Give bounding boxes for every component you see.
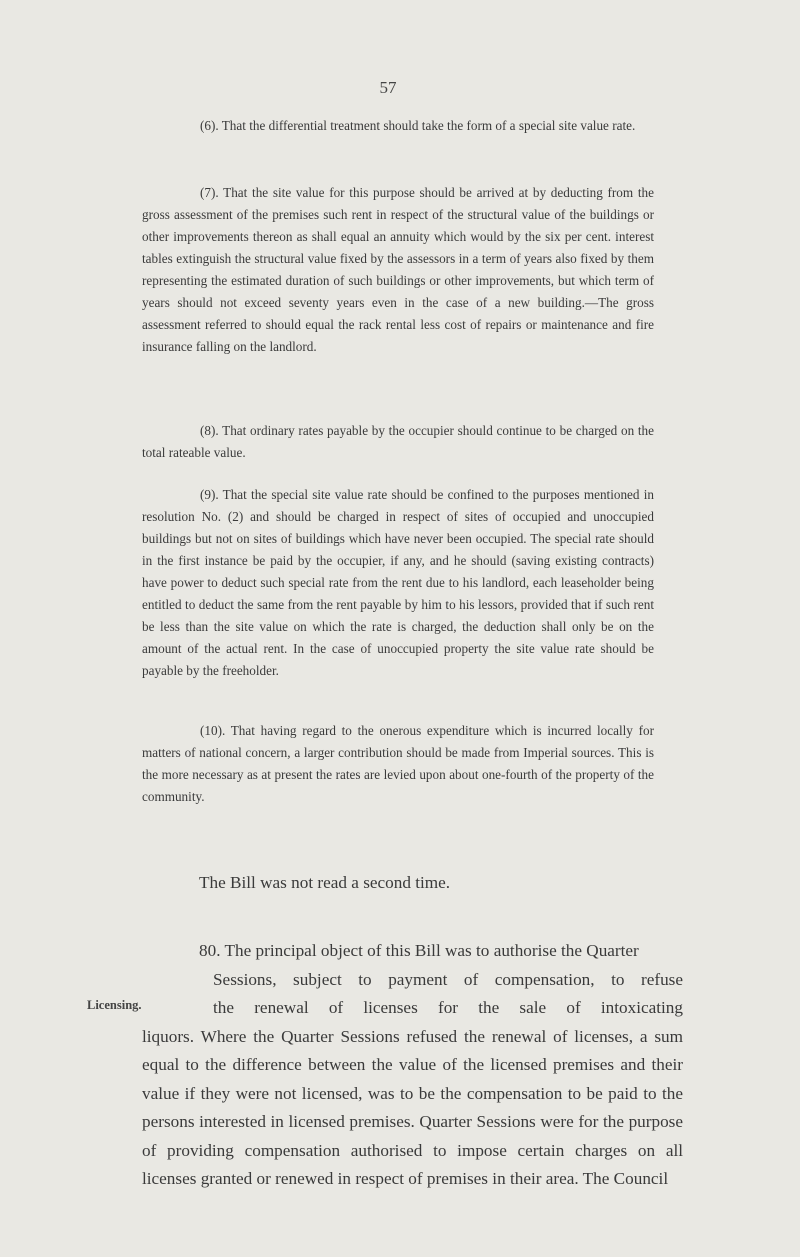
paragraph-80-body: liquors. Where the Quarter Sessions refused the renewal of licenses, a sum equal to the difference between the value of the licensed premises and their value if they were not licensed, was to be the compensation to be paid to the persons interested in licensed premises. Quarter Sessions were for the purpose of providing compensation authorised to impose certain charges on all licenses granted or renewed in respect of premises in their area. The Council	[142, 1026, 683, 1188]
resolution-7: (7). That the site value for this purpose should be arrived at by deducting from the gross assessment of the premises such rent in respect of the structural value of the buildings or other improvements thereon as shall equal an annuity which would by the six per cent. interest tables extinguish the structural value fixed by the assessors in a term of years also fixed by them representing the estimated duration of such buildings or other improvements, but which term of years should not exceed seventy years even in the case of a new building.—The gross assessment referred to should equal the rack rental less cost of repairs or maintenance and fire insurance falling on the landlord.	[142, 185, 654, 354]
page-number: 57	[379, 78, 397, 97]
resolution-6: (6). That the differential treatment should take the form of a special site value rate.	[200, 118, 636, 133]
paragraph-80-line-3: the renewal of licenses for the sale of intoxicating	[213, 998, 683, 1017]
paragraph-number: 80.	[199, 941, 221, 960]
resolution-8: (8). That ordinary rates payable by the occupier should continue to be charged on the total rateable value.	[142, 423, 654, 460]
paragraph-80-text-1: The principal object of this Bill was to authorise the Quarter	[224, 941, 639, 960]
bill-status: The Bill was not read a second time.	[199, 873, 451, 892]
paragraph-80-line-2: Sessions, subject to payment of compensation, to refuse	[213, 969, 683, 989]
paragraph-80-line-1	[142, 937, 683, 966]
margin-note-licensing: Licensing.	[87, 998, 142, 1012]
resolution-9: (9). That the special site value rate should be confined to the purposes mentioned in resolution No. (2) and should be charged in respect of sites of occupied and unoccupied buildings but not on sites of buildings which have never been occupied. The special rate should in the first instance be paid by the occupier, if any, and he should (saving existing contracts) have power to deduct such special rate from the rent due to his landlord, each leaseholder being entitled to deduct the same from the rent payable by him to his lessors, provided that if such rent be less than the site value on which the rate is charged, the deduction shall only be on the amount of the actual rent. In the case of unoccupied property the site value rate should be payable by the freeholder.	[142, 487, 654, 678]
paragraph-80	[142, 937, 683, 1194]
resolution-10: (10). That having regard to the onerous expenditure which is incurred locally for matters of national concern, a larger contribution should be made from Imperial sources. This is the more necessary as at present the rates are levied upon about one-fourth of the property of the community.	[142, 723, 654, 804]
